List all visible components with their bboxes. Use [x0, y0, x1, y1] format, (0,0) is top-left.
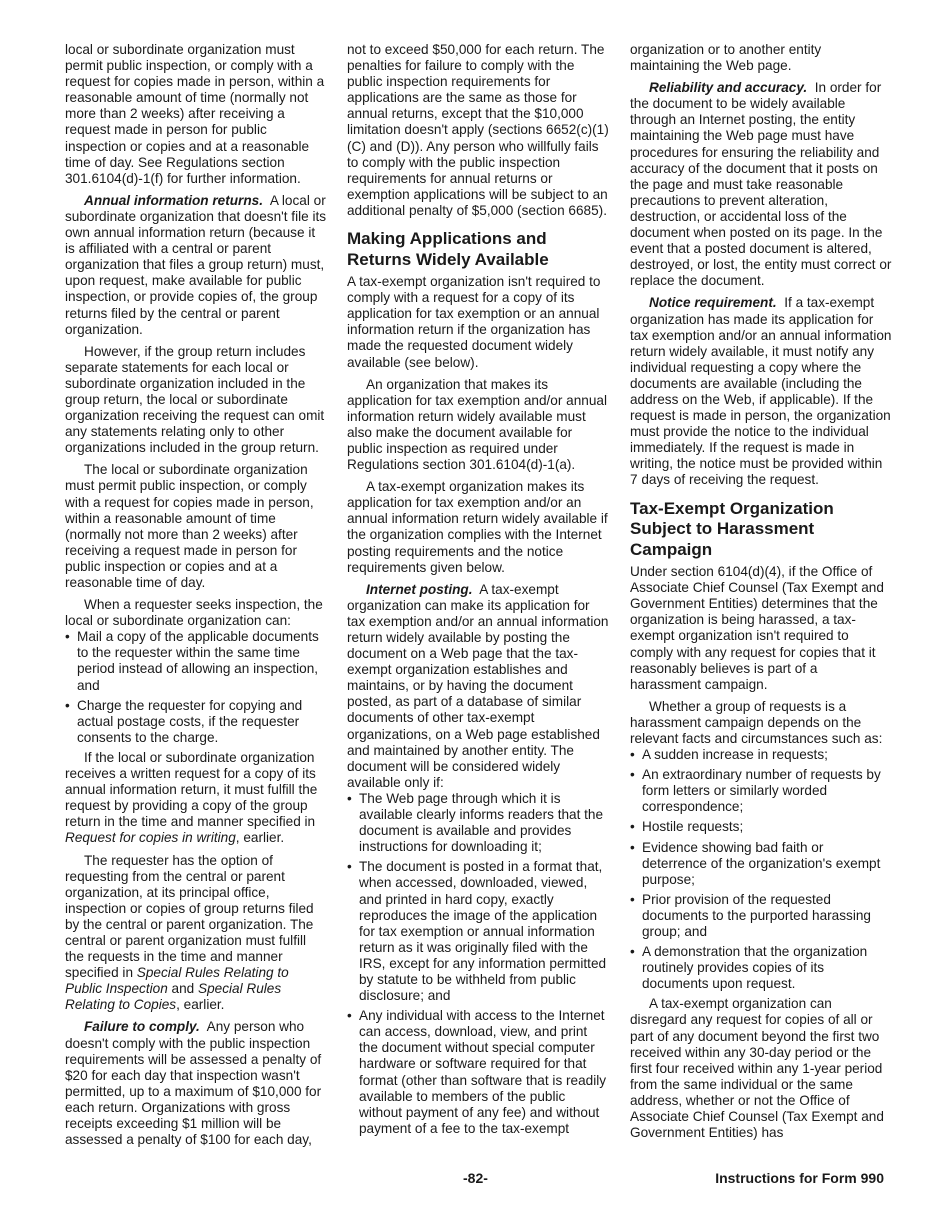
- paragraph-text: A local or subordinate organization that doesn't file its own annual information return (because it is affiliated with a central or parent organization that files a group return) must, upon request, make available for public inspection, or provide copies of, the group returns filed by the central or parent organization.: [65, 192, 327, 337]
- section-heading: Tax-Exempt Organization Subject to Harassment Campaign: [630, 498, 834, 559]
- bullet-item: [65, 698, 327, 746]
- annual-information-returns-paragraph: [65, 193, 327, 338]
- paragraph: Under section 6104(d)(4), if the Office of Associate Chief Counsel (Tax Exempt and Government Entities) determines that the organization is being harassed, a tax-exempt organization isn't required to comply with any request for copies that it reasonably believes is part of a harassment campaign.: [630, 564, 884, 692]
- paragraph: Whether a group of requests is a harassment campaign depends on the relevant facts and circumstances such as:: [630, 698, 883, 746]
- paragraph: organization or to another entity maintaining the Web page.: [630, 42, 822, 74]
- bullet-text: Prior provision of the requested documents to the purported harassing group; and: [642, 891, 871, 939]
- paragraph: local or subordinate organization must permit public inspection, or comply with a request for copies made in person, within a reasonable amount of time (normally not more than 2 weeks) after receiving a request made in person for public inspection or copies and at a reasonable time of day. See Regulations section 301.6104(d)-1(f) for further information.: [65, 42, 325, 186]
- column-1: [65, 42, 327, 1154]
- paragraph-text: and: [167, 981, 199, 997]
- bullet-icon: •: [347, 790, 352, 806]
- paragraph: [65, 853, 327, 1014]
- paragraph: A tax-exempt organization makes its application for tax exemption and/or an annual information return widely available if the organization complies with the Internet posting requirements and the notice requirements given below.: [347, 479, 608, 575]
- paragraph: An organization that makes its application for tax exemption and/or annual information return widely available must also make the document available for public inspection as required under Regulations section 301.6104(d)-1(a).: [347, 376, 607, 473]
- column-2: [347, 42, 609, 1141]
- internet-posting-paragraph: [347, 582, 609, 791]
- cross-reference: Special Rules Relating to Copies: [65, 981, 282, 1013]
- paragraph: [65, 750, 327, 847]
- column-3: [630, 42, 892, 1147]
- paragraph-text: The requester has the option of requesting from the central or parent organization, at its principal office, inspection or copies of group returns filed by the central or parent organization. The central or parent organization must fulfill the requests in the time and manner specified in: [65, 852, 314, 981]
- bullet-item: [630, 747, 892, 763]
- bullet-icon: •: [630, 767, 635, 783]
- page-number: -82-: [463, 1170, 488, 1186]
- bullet-text: Evidence showing bad faith or deterrence of the organization's exempt purpose;: [642, 839, 881, 887]
- paragraph-text: A tax-exempt organization can make its application for tax exemption and/or an annual information return widely available by posting the document on a Web page that the tax-exempt organization establishes and maintains, or by having the document posted, as part of a database of similar documents of other tax-exempt organizations, on a Web page established and maintained by another entity. The document will be considered widely available only if:: [347, 581, 609, 790]
- run-in-heading: Failure to comply.: [84, 1019, 200, 1035]
- form-title: Instructions for Form 990: [715, 1170, 884, 1186]
- paragraph-text: Any person who doesn't comply with the public inspection requirements will be assessed a penalty of $20 for each day that inspection wasn't permitted, up to a maximum of $10,000 for each return. Organizations with gross receipts exceeding $1 million will be assessed a penalty of $100 for each day,: [65, 1019, 322, 1148]
- bullet-text: The Web page through which it is available clearly informs readers that the document is available and provides instructions for downloading it;: [359, 790, 604, 855]
- run-in-heading: Reliability and accuracy.: [649, 80, 808, 96]
- bullet-text: A sudden increase in requests;: [642, 747, 828, 763]
- bullet-item: [630, 944, 892, 992]
- bullet-item: [630, 819, 892, 835]
- bullet-icon: •: [65, 697, 70, 713]
- failure-to-comply-paragraph: [65, 1019, 327, 1148]
- paragraph-text: In order for the document to be widely available through an Internet posting, the entity maintaining the Web page must have procedures for ensuring the reliability and accuracy of the document that it posts on the page and must take reasonable precautions to prevent alteration, destruction, or accidental loss of the document when posted on its page. In the event that a posted document is altered, destroyed, or lost, the entity must correct or replace the document.: [630, 80, 892, 289]
- paragraph-text: If a tax-exempt organization has made its application for tax exemption and/or an annual information return widely available, it must notify any individual requesting a copy where the documents are available (including the address on the Web, if applicable). If the request is made in person, the organization must provide the notice to the individual immediately. If the request is made in writing, the notice must be provided within 7 days of receiving the request.: [630, 295, 892, 488]
- paragraph: A tax-exempt organization can disregard any request for copies of all or part of any document beyond the first two received within any 30-day period or the first four received within any 1-year period from the same individual or the same address, whether or not the Office of Associate Chief Counsel (Tax Exempt and Government Entities) has: [630, 996, 884, 1141]
- cross-reference: Request for copies in writing: [65, 830, 236, 846]
- bullet-text: Mail a copy of the applicable documents to the requester within the same time period instead of allowing an inspection, and: [77, 629, 319, 693]
- bullet-icon: •: [630, 891, 635, 907]
- section-heading: Making Applications and Returns Widely Available: [347, 229, 549, 269]
- notice-requirement-paragraph: [630, 295, 892, 488]
- paragraph: However, if the group return includes separate statements for each local or subordinate organization included in the group return, the local or subordinate organization receiving the request can omit any statements relating only to other organizations included in the group return.: [65, 343, 325, 456]
- bullet-icon: •: [65, 629, 70, 645]
- bullet-item: [630, 767, 892, 815]
- bullet-item: [347, 1008, 609, 1137]
- paragraph-text: , earlier.: [176, 997, 225, 1013]
- bullet-icon: •: [630, 819, 635, 835]
- bullet-icon: •: [630, 839, 635, 855]
- paragraph: A tax-exempt organization isn't required to comply with a request for a copy of its application for tax exemption or an annual information return if the organization has made the requested document widely available (see below).: [347, 274, 601, 370]
- bullet-item: [65, 629, 327, 693]
- bullet-text: An extraordinary number of requests by form letters or similarly worded correspondence;: [642, 767, 881, 815]
- bullet-icon: •: [347, 1008, 352, 1024]
- run-in-heading: Notice requirement.: [649, 295, 777, 311]
- bullet-item: [347, 859, 609, 1004]
- bullet-text: Any individual with access to the Internet can access, download, view, and print the document without special computer hardware or software required for that format (other than software that is readily available to members of the public without payment of any fee) and without payment of a fee to the tax-exempt: [359, 1008, 607, 1136]
- bullet-icon: •: [630, 747, 635, 763]
- paragraph-text: , earlier.: [235, 830, 285, 846]
- bullet-text: Hostile requests;: [642, 819, 744, 835]
- run-in-heading: Annual information returns.: [84, 192, 263, 208]
- bullet-text: Charge the requester for copying and actual postage costs, if the requester consents to the charge.: [77, 697, 303, 745]
- bullet-item: [630, 892, 892, 940]
- bullet-text: The document is posted in a format that, when accessed, downloaded, viewed, and printed in hard copy, exactly reproduces the image of the application for tax exemption or annual information return as it was originally filed with the IRS, except for any information permitted by statute to be withheld from public disclosure; and: [359, 859, 607, 1004]
- reliability-paragraph: [630, 80, 892, 289]
- bullet-item: [347, 791, 609, 855]
- paragraph: When a requester seeks inspection, the local or subordinate organization can:: [65, 597, 323, 629]
- paragraph-text: If the local or subordinate organization receives a written request for a copy of its annual information return, it must fulfill the request by providing a copy of the group return in the time and manner specified in: [65, 749, 318, 830]
- bullet-text: A demonstration that the organization routinely provides copies of its documents upon request.: [642, 944, 868, 992]
- bullet-icon: •: [630, 944, 635, 960]
- cross-reference: Special Rules Relating to Public Inspection: [65, 965, 289, 997]
- paragraph: not to exceed $50,000 for each return. The penalties for failure to comply with the public inspection requirements for applications are the same as those for annual returns, except that the $10,000 limitation doesn't apply (sections 6652(c)(1)(C) and (D)). Any person who willfully fails to comply with the public inspection requirements for annual returns or exemption applications will be subject to an additional penalty of $5,000 (section 6685).: [347, 42, 609, 218]
- bullet-item: [630, 840, 892, 888]
- paragraph: The local or subordinate organization must permit public inspection, or comply with a request for copies made in person, within a reasonable amount of time (normally not more than 2 weeks) after receiving a request made in person for public inspection or copies and at a reasonable time of day.: [65, 462, 314, 590]
- run-in-heading: Internet posting.: [366, 581, 473, 597]
- bullet-icon: •: [347, 859, 352, 875]
